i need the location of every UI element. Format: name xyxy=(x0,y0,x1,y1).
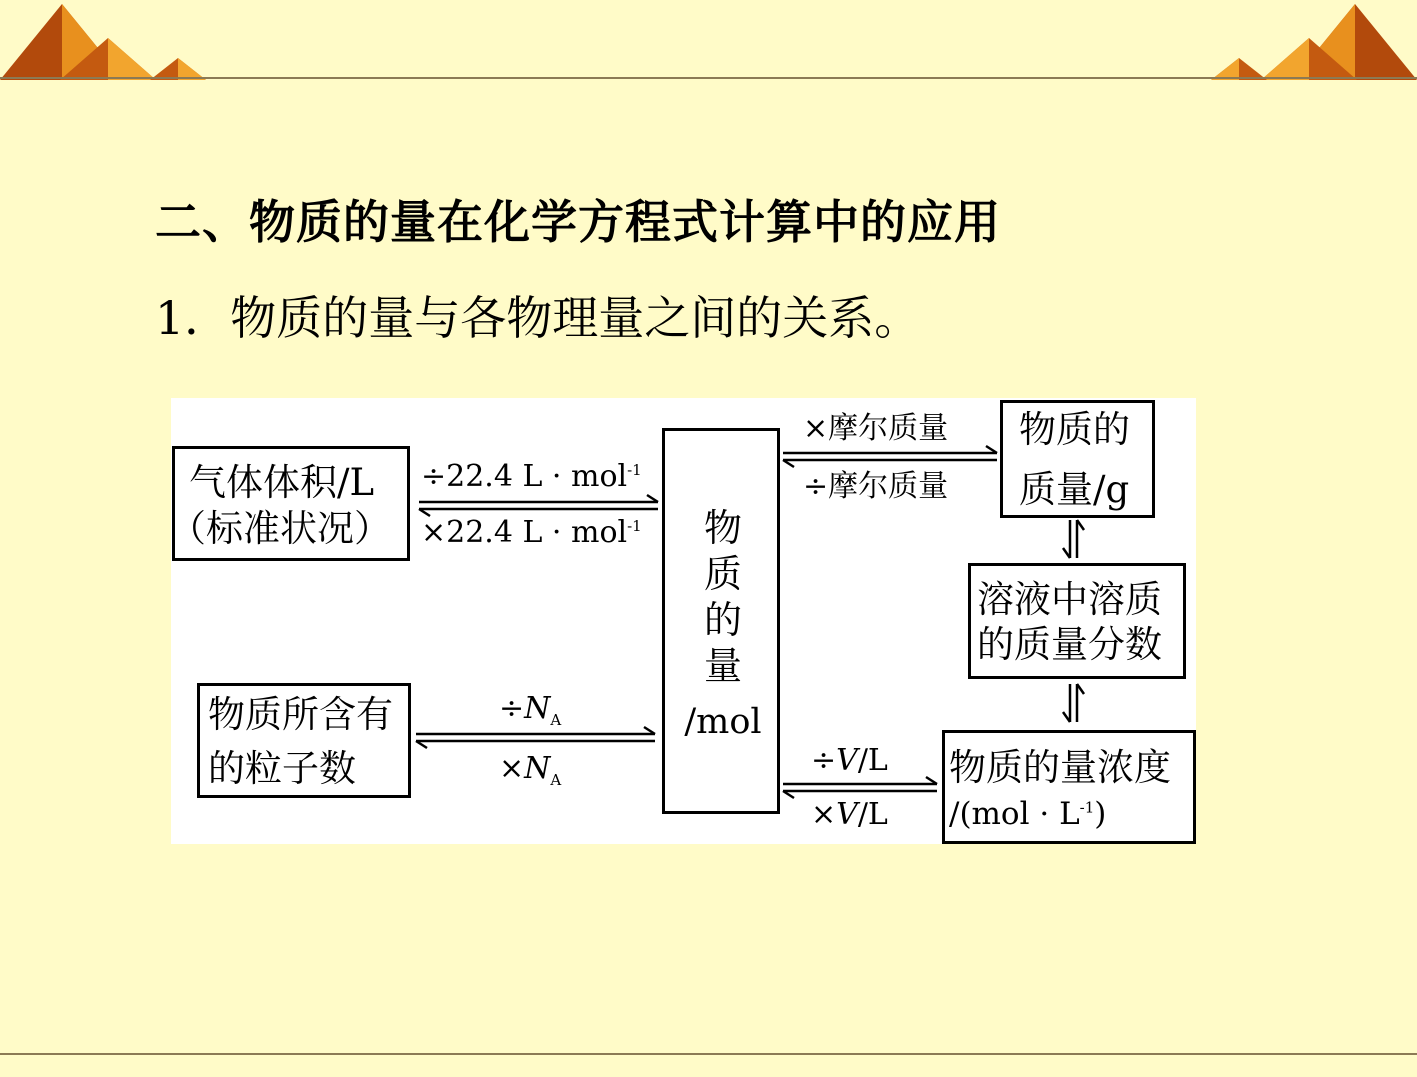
center-char-1: 物 xyxy=(703,506,742,550)
concentration-box xyxy=(942,730,1196,844)
mass-line2: 质量/g xyxy=(1019,468,1130,511)
corner-decoration-right xyxy=(1207,0,1417,80)
corner-decoration-left xyxy=(0,0,210,80)
mass-fraction-line1: 溶液中溶质 xyxy=(977,578,1162,621)
gas-mul-label: ×22.4 L · mol$^{-1}$ xyxy=(421,515,642,550)
bottom-rule xyxy=(0,1053,1417,1055)
particle-count-line1: 物质所含有 xyxy=(208,693,393,736)
relationship-diagram xyxy=(171,398,1196,844)
amount-of-substance-box xyxy=(662,428,780,814)
mass-mul-label: ×摩尔质量 xyxy=(803,411,949,446)
top-rule xyxy=(0,77,1417,79)
mass-div-label: ÷摩尔质量 xyxy=(803,469,949,504)
particles-mul-label: $\times N_A$ xyxy=(499,751,562,789)
mass-fraction-box xyxy=(968,563,1186,679)
conc-div-label: ÷V/L xyxy=(811,743,888,778)
particles-div-label: $\div N_A$ xyxy=(499,691,562,729)
gas-volume-line2: （标准状况） xyxy=(169,507,391,550)
center-char-2: 质 xyxy=(703,552,742,596)
concentration-line2: $/(mol \cdot L^{-1})$ xyxy=(949,796,1107,832)
gas-volume-box xyxy=(169,446,410,561)
concentration-line1: 物质的量浓度 xyxy=(949,746,1171,789)
section-heading: 二、物质的量在化学方程式计算中的应用 xyxy=(155,195,1001,249)
center-char-4: 量 xyxy=(703,644,742,688)
mass-box xyxy=(1000,400,1155,518)
center-char-3: 的 xyxy=(703,598,742,642)
conc-mul-label: ×V/L xyxy=(811,797,888,832)
gas-volume-line1: 气体体积/L xyxy=(189,461,375,504)
gas-div-label: ÷22.4 L · mol$^{-1}$ xyxy=(421,459,642,494)
subsection-heading: 1．物质的量与各物理量之间的关系。 xyxy=(155,291,921,345)
mass-fraction-line2: 的质量分数 xyxy=(977,623,1162,666)
particle-count-box xyxy=(197,683,411,798)
center-unit: /mol xyxy=(684,702,762,742)
mass-line1: 物质的 xyxy=(1019,408,1130,451)
particle-count-line2: 的粒子数 xyxy=(208,747,356,790)
